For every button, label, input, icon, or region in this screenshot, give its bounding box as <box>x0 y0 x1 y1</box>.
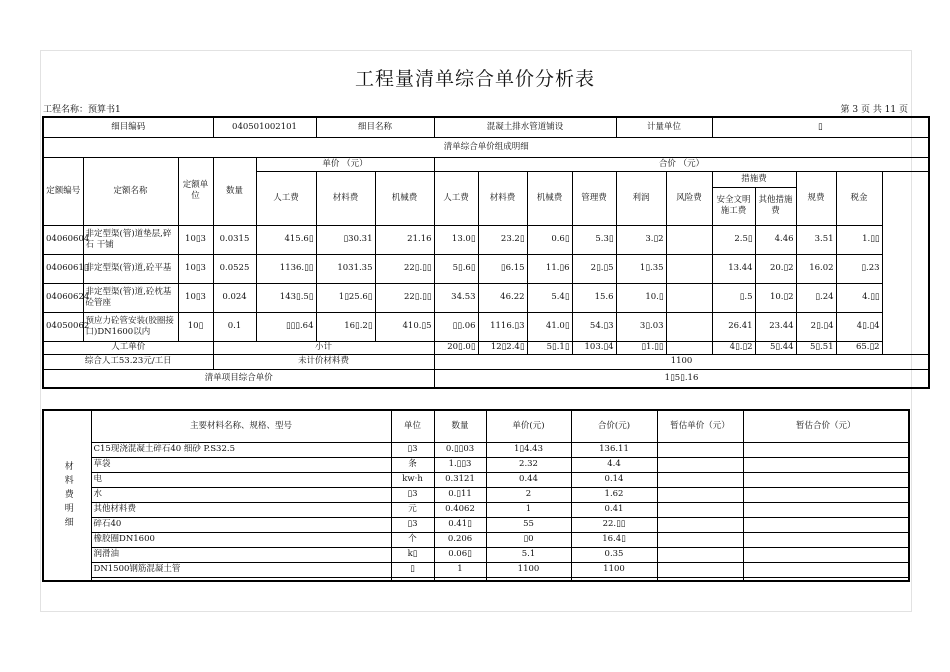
row-up-labor: 143▯.5▯ <box>256 283 316 312</box>
row-code: 04050062 <box>43 312 83 341</box>
col-quota-unit: 定额单位 <box>178 157 213 225</box>
row-machine: 41.0▯ <box>527 312 572 341</box>
mat-col-price: 单价(元) <box>486 410 571 442</box>
col-quota-code: 定额编号 <box>43 157 83 225</box>
mat-total: 0.14 <box>571 472 657 487</box>
list-item <box>43 442 909 457</box>
row-machine: 0.6▯ <box>527 225 572 254</box>
mat-qty: 0.06▯ <box>434 547 486 562</box>
row-tax: 4▯.▯4 <box>836 312 882 341</box>
mat-est-total <box>743 532 909 547</box>
mat-qty: 1.▯▯3 <box>434 457 486 472</box>
mat-est-total <box>743 517 909 532</box>
mat-est-total <box>743 502 909 517</box>
mat-est-price <box>657 562 743 577</box>
mat-est-total <box>743 547 909 562</box>
mat-total: 16.4▯ <box>571 532 657 547</box>
mat-name: 橡胶圈DN1600 <box>91 532 391 547</box>
list-item <box>43 457 909 472</box>
composition-table <box>42 116 930 389</box>
unit-value: ▯ <box>712 117 929 137</box>
row-code: 0406061▯ <box>43 254 83 283</box>
col-tax: 税金 <box>836 171 882 225</box>
mat-qty: 0.4062 <box>434 502 486 517</box>
row-mgmt: 2▯.▯5 <box>572 254 616 283</box>
row-unit: 10▯3 <box>178 254 213 283</box>
row-material: 23.2▯ <box>478 225 527 254</box>
row-safety: 2.5▯ <box>712 225 755 254</box>
mat-col-unit: 单位 <box>391 410 434 442</box>
row-safety: 13.44 <box>712 254 755 283</box>
row-labor: 13.0▯ <box>434 225 478 254</box>
mat-col-qty: 数量 <box>434 410 486 442</box>
mat-name: 其他材料费 <box>91 502 391 517</box>
blank-cell <box>743 577 909 581</box>
mat-unit: kw·h <box>391 472 434 487</box>
list-price-row <box>43 369 929 388</box>
materials-header-row <box>43 410 909 442</box>
list-item <box>43 517 909 532</box>
project-name: 工程名称：预算书1 <box>43 105 121 115</box>
row-unit: 10▯ <box>178 312 213 341</box>
code-label: 细目编码 <box>43 117 213 137</box>
row-up-machine: 22▯.▯▯ <box>375 254 434 283</box>
subtotal-labor: 20▯.0▯ <box>434 341 478 354</box>
blank-cell <box>486 577 571 581</box>
mat-est-total <box>743 442 909 457</box>
col-up-machine: 机械费 <box>375 171 434 225</box>
mat-unit: k▯ <box>391 547 434 562</box>
blank-cell <box>657 577 743 581</box>
mat-name: 草袋 <box>91 457 391 472</box>
row-machine: 11.▯6 <box>527 254 572 283</box>
row-up-machine: 410.▯5 <box>375 312 434 341</box>
name-value: 混凝土排水管道铺设 <box>434 117 616 137</box>
mat-price: ▯0 <box>486 532 571 547</box>
materials-table <box>42 409 910 582</box>
row-risk <box>666 225 712 254</box>
mat-name: C15现浇混凝土碎石40 细砂 P.S32.5 <box>91 442 391 457</box>
blank-cell <box>391 577 434 581</box>
row-code: 04060624 <box>43 283 83 312</box>
row-up-labor: 415.6▯ <box>256 225 316 254</box>
subtotal-machine: 5▯.1▯ <box>527 341 572 354</box>
mat-unit: ▯3 <box>391 487 434 502</box>
col-unit-price: 单价 （元） <box>256 157 434 171</box>
list-item <box>43 487 909 502</box>
list-item <box>43 532 909 547</box>
row-mgmt: 5.3▯ <box>572 225 616 254</box>
row-material: 1116.▯3 <box>478 312 527 341</box>
col-safety: 安全文明施工费 <box>712 187 755 225</box>
row-tax: 4.▯▯ <box>836 283 882 312</box>
list-price-label: 清单项目综合单价 <box>43 369 434 388</box>
row-up-labor: ▯▯▯.64 <box>256 312 316 341</box>
row-qty: 0.1 <box>213 312 256 341</box>
row-other: 10.▯2 <box>755 283 796 312</box>
row-fees: 2▯.▯4 <box>796 312 836 341</box>
row-up-material: ▯30.31 <box>316 225 375 254</box>
mat-est-total <box>743 472 909 487</box>
subtotal-fees: 5▯.51 <box>796 341 836 354</box>
unit-label: 计量单位 <box>616 117 712 137</box>
page-info: 第 3 页 共 11 页 <box>840 105 908 115</box>
row-profit: 1▯.35 <box>616 254 666 283</box>
blank-cell <box>434 577 486 581</box>
row-qty: 0.0315 <box>213 225 256 254</box>
row-up-material: 1031.35 <box>316 254 375 283</box>
subtotal-profit: ▯1.▯▯ <box>616 341 666 354</box>
subtotal-other: 5▯.44 <box>755 341 796 354</box>
row-name: 非定型渠(管)道垫层,碎石 干铺 <box>83 225 178 254</box>
mat-est-price <box>657 502 743 517</box>
blank-row <box>43 577 909 581</box>
row-risk <box>666 254 712 283</box>
mat-price: 1 <box>486 502 571 517</box>
col-up-labor: 人工费 <box>256 171 316 225</box>
row-mgmt: 15.6 <box>572 283 616 312</box>
mat-qty: 0.41▯ <box>434 517 486 532</box>
col-profit: 利润 <box>616 171 666 225</box>
mat-price: 2 <box>486 487 571 502</box>
mat-total: 1100 <box>571 562 657 577</box>
mat-est-price <box>657 442 743 457</box>
table-row <box>43 283 929 312</box>
row-labor: ▯▯.06 <box>434 312 478 341</box>
subtotal-label: 小计 <box>213 341 434 354</box>
mat-est-total <box>743 457 909 472</box>
row-profit: 3▯.03 <box>616 312 666 341</box>
row-other: 4.46 <box>755 225 796 254</box>
mat-col-est-price: 暂估单价（元） <box>657 410 743 442</box>
mat-unit: ▯3 <box>391 442 434 457</box>
labor-price: 综合人工53.23元/工日 <box>43 354 213 369</box>
row-name: 非定型渠(管)道,砼平基 <box>83 254 178 283</box>
col-total-price: 合价 （元） <box>434 157 929 171</box>
mat-qty: 0.206 <box>434 532 486 547</box>
row-qty: 0.024 <box>213 283 256 312</box>
row-qty: 0.0525 <box>213 254 256 283</box>
mat-est-price <box>657 487 743 502</box>
unpriced-value: 1100 <box>434 354 929 369</box>
mat-est-price <box>657 517 743 532</box>
row-risk <box>666 283 712 312</box>
col-material: 材料费 <box>478 171 527 225</box>
mat-price: 5.1 <box>486 547 571 562</box>
list-item <box>43 502 909 517</box>
blank-cell <box>571 577 657 581</box>
row-fees: 3.51 <box>796 225 836 254</box>
mat-price: 55 <box>486 517 571 532</box>
subtotal-risk <box>666 341 712 354</box>
row-unit: 10▯3 <box>178 283 213 312</box>
col-up-material: 材料费 <box>316 171 375 225</box>
row-fees: 16.02 <box>796 254 836 283</box>
mat-unit: 元 <box>391 502 434 517</box>
mat-col-name: 主要材料名称、规格、型号 <box>91 410 391 442</box>
mat-total: 136.11 <box>571 442 657 457</box>
subtotal-material: 12▯2.4▯ <box>478 341 527 354</box>
row-up-labor: 1136.▯▯ <box>256 254 316 283</box>
col-mgmt: 管理费 <box>572 171 616 225</box>
mat-name: 电 <box>91 472 391 487</box>
mat-name: 水 <box>91 487 391 502</box>
row-safety: ▯.5 <box>712 283 755 312</box>
mat-unit: ▯ <box>391 562 434 577</box>
row-name: 预应力砼管安装(胶圈接口)DN1600以内 <box>83 312 178 341</box>
row-mgmt: 54.▯3 <box>572 312 616 341</box>
table-row <box>43 312 929 341</box>
mat-total: 0.41 <box>571 502 657 517</box>
row-material: 46.22 <box>478 283 527 312</box>
mat-qty: 0.▯▯03 <box>434 442 486 457</box>
list-item <box>43 472 909 487</box>
code-value: 040501002101 <box>213 117 316 137</box>
row-up-machine: 22▯.▯▯ <box>375 283 434 312</box>
col-risk: 风险费 <box>666 171 712 225</box>
row-profit: 10.▯ <box>616 283 666 312</box>
col-qty: 数量 <box>213 157 256 225</box>
mat-est-price <box>657 472 743 487</box>
row-risk <box>666 312 712 341</box>
mat-price: 1100 <box>486 562 571 577</box>
row-tax: ▯.23 <box>836 254 882 283</box>
row-up-material: 16▯.2▯ <box>316 312 375 341</box>
col-quota-name: 定额名称 <box>83 157 178 225</box>
row-unit: 10▯3 <box>178 225 213 254</box>
mat-total: 0.35 <box>571 547 657 562</box>
mat-unit: 个 <box>391 532 434 547</box>
mat-est-total <box>743 562 909 577</box>
blank-cell <box>91 577 391 581</box>
labor-price-label: 人工单价 <box>43 341 213 354</box>
row-other: 23.44 <box>755 312 796 341</box>
row-code: 04060604 <box>43 225 83 254</box>
subtotal-tax: 65.▯2 <box>836 341 882 354</box>
mat-qty: 0.▯11 <box>434 487 486 502</box>
name-label: 细目名称 <box>316 117 434 137</box>
mat-est-total <box>743 487 909 502</box>
row-name: 非定型渠(管)道,砼枕基 砼管座 <box>83 283 178 312</box>
list-item <box>43 547 909 562</box>
table-row <box>43 254 929 283</box>
mat-total: 1.62 <box>571 487 657 502</box>
mat-col-total: 合价(元) <box>571 410 657 442</box>
mat-price: 1▯4.43 <box>486 442 571 457</box>
col-labor: 人工费 <box>434 171 478 225</box>
list-price-value: 1▯5▯.16 <box>434 369 929 388</box>
mat-price: 2.32 <box>486 457 571 472</box>
mat-est-price <box>657 532 743 547</box>
mat-name: 润滑油 <box>91 547 391 562</box>
row-other: 20.▯2 <box>755 254 796 283</box>
page-title: 工程量清单综合单价分析表 <box>354 68 595 90</box>
mat-name: 碎石40 <box>91 517 391 532</box>
row-profit: 3.▯2 <box>616 225 666 254</box>
row-labor: 34.53 <box>434 283 478 312</box>
subtotal-safety: 4▯.▯2 <box>712 341 755 354</box>
unpriced-label: 未计价材料费 <box>213 354 434 369</box>
row-up-material: 1▯25.6▯ <box>316 283 375 312</box>
mat-unit: 条 <box>391 457 434 472</box>
section-title: 清单综合单价组成明细 <box>43 137 929 157</box>
col-machine: 机械费 <box>527 171 572 225</box>
mat-est-price <box>657 457 743 472</box>
col-other-measures: 其他措施费 <box>755 187 796 225</box>
materials-side-label: 材料费明细 <box>43 410 91 581</box>
subtotal-row <box>43 341 929 354</box>
mat-est-price <box>657 547 743 562</box>
col-fees: 规费 <box>796 171 836 225</box>
row-fees: ▯.24 <box>796 283 836 312</box>
mat-qty: 0.3121 <box>434 472 486 487</box>
list-item <box>43 562 909 577</box>
unpriced-row <box>43 354 929 369</box>
mat-total: 22.▯▯ <box>571 517 657 532</box>
table-row <box>43 225 929 254</box>
mat-price: 0.44 <box>486 472 571 487</box>
mat-qty: 1 <box>434 562 486 577</box>
subtotal-mgmt: 103.▯4 <box>572 341 616 354</box>
row-up-machine: 21.16 <box>375 225 434 254</box>
mat-unit: ▯3 <box>391 517 434 532</box>
section-title-row <box>43 137 929 157</box>
row-machine: 5.4▯ <box>527 283 572 312</box>
column-group-row <box>43 157 929 171</box>
row-tax: 1.▯▯ <box>836 225 882 254</box>
row-safety: 26.41 <box>712 312 755 341</box>
mat-col-est-total: 暂估合价（元） <box>743 410 909 442</box>
col-measures: 措施费 <box>712 171 796 187</box>
mat-total: 4.4 <box>571 457 657 472</box>
row-material: ▯6.15 <box>478 254 527 283</box>
header-info-row <box>43 117 929 137</box>
mat-name: DN1500钢筋混凝土管 <box>91 562 391 577</box>
row-labor: 5▯.6▯ <box>434 254 478 283</box>
